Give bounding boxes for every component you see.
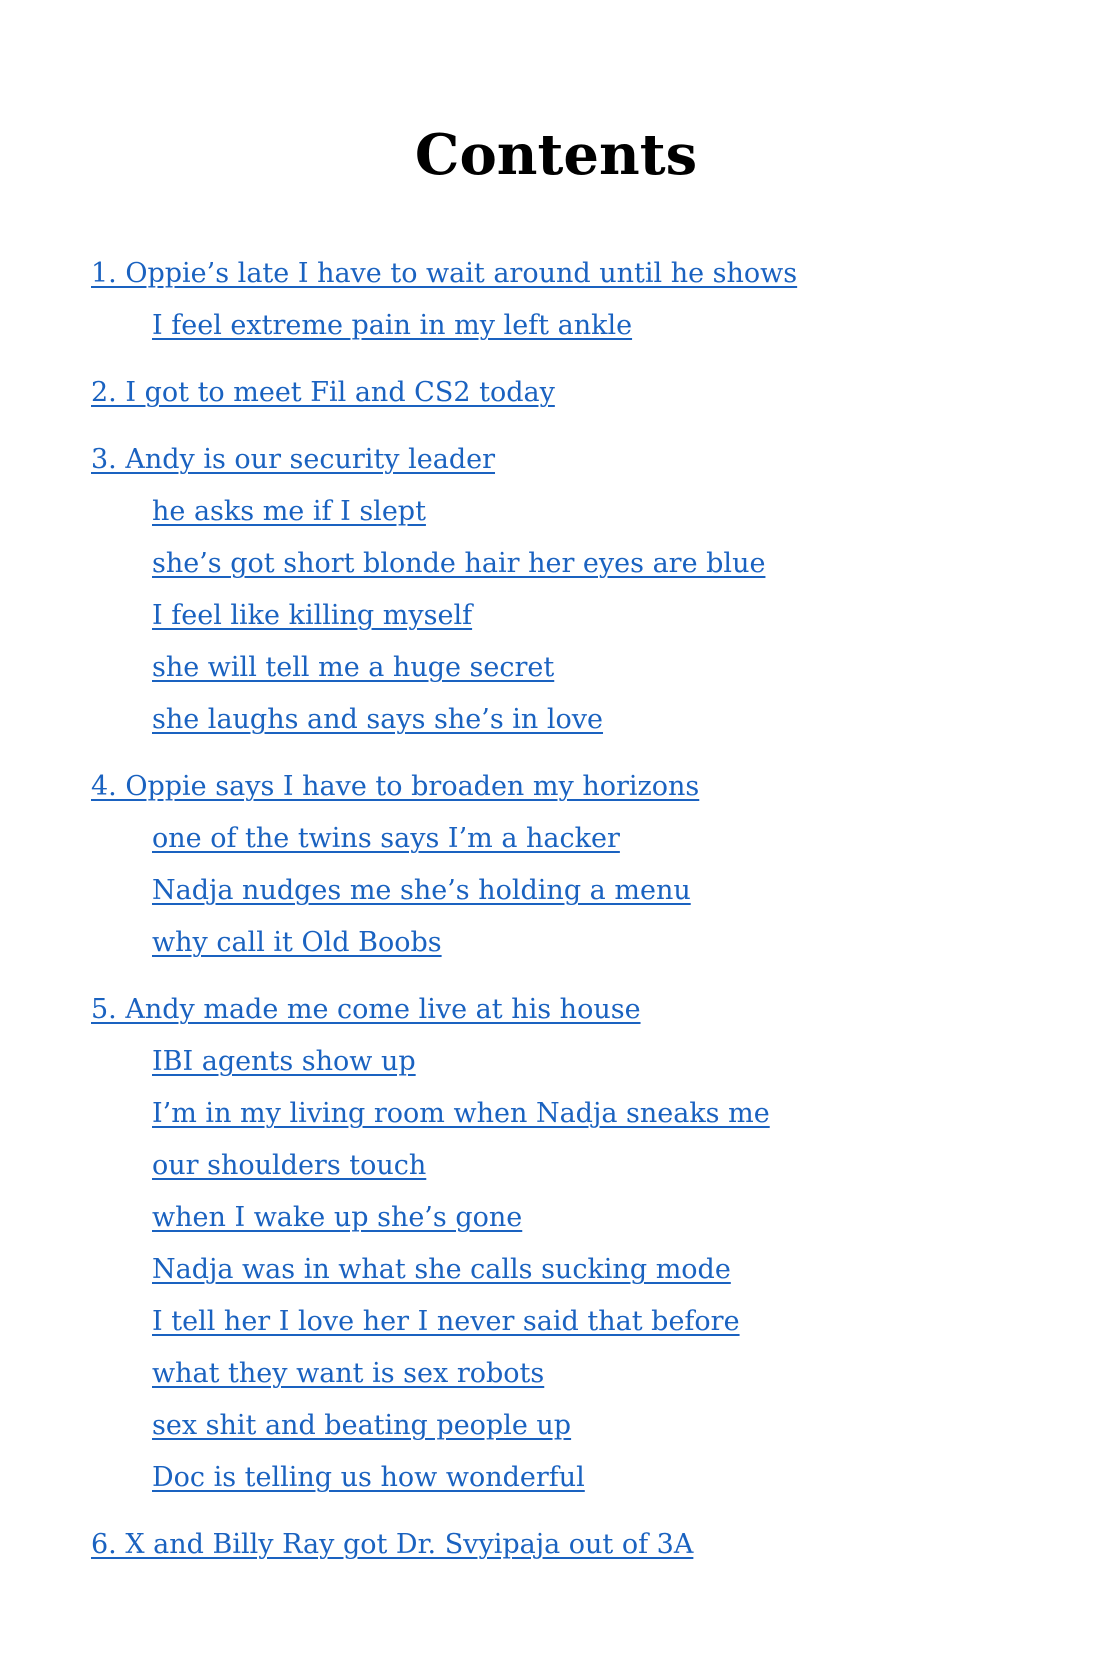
list-item (152, 1088, 1051, 1140)
section-link[interactable]: Doc is telling us how wonderful (152, 1462, 585, 1493)
chapter-link-6[interactable]: 6. X and Billy Ray got Dr. Svyipaja out of 3A (91, 1529, 694, 1560)
section-link[interactable]: our shoulders touch (152, 1150, 427, 1181)
section-link[interactable]: what they want is sex robots (152, 1358, 545, 1389)
page-title: Contents (414, 122, 698, 188)
list-item (152, 1192, 1051, 1244)
toc-chapter-5 (91, 984, 1051, 1504)
table-of-contents (91, 248, 1051, 1577)
list-item (152, 538, 1051, 590)
toc-chapter-6 (91, 1519, 1051, 1571)
chapter-link-1[interactable]: 1. Oppie’s late I have to wait around until he shows (91, 258, 798, 289)
toc-chapter-3 (91, 434, 1051, 746)
section-list-5 (91, 1036, 1051, 1504)
section-link[interactable]: one of the twins says I’m a hacker (152, 823, 620, 854)
list-item (152, 590, 1051, 642)
list-item (152, 1244, 1051, 1296)
chapter-link-5[interactable]: 5. Andy made me come live at his house (91, 994, 641, 1025)
section-link[interactable]: I feel like killing myself (152, 600, 473, 631)
section-link[interactable]: why call it Old Boobs (152, 927, 442, 958)
list-item (152, 1452, 1051, 1504)
section-list-3 (91, 486, 1051, 746)
section-link[interactable]: Nadja nudges me she’s holding a menu (152, 875, 691, 906)
chapter-link-4[interactable]: 4. Oppie says I have to broaden my horizons (91, 771, 700, 802)
chapter-link-2[interactable]: 2. I got to meet Fil and CS2 today (91, 377, 555, 408)
list-item (152, 1296, 1051, 1348)
list-item (152, 486, 1051, 538)
section-link[interactable]: she’s got short blonde hair her eyes are blue (152, 548, 766, 579)
section-link[interactable]: IBI agents show up (152, 1046, 416, 1077)
list-item (152, 1036, 1051, 1088)
section-link[interactable]: Nadja was in what she calls sucking mode (152, 1254, 731, 1285)
list-item (152, 694, 1051, 746)
section-link[interactable]: she will tell me a huge secret (152, 652, 555, 683)
section-link[interactable]: I’m in my living room when Nadja sneaks me (152, 1098, 770, 1129)
list-item (152, 1140, 1051, 1192)
list-item (152, 300, 1051, 352)
list-item (152, 1348, 1051, 1400)
chapter-link-3[interactable]: 3. Andy is our security leader (91, 444, 496, 475)
list-item (152, 813, 1051, 865)
section-link[interactable]: she laughs and says she’s in love (152, 704, 604, 735)
list-item (152, 917, 1051, 969)
section-link[interactable]: sex shit and beating people up (152, 1410, 572, 1441)
section-link[interactable]: I feel extreme pain in my left ankle (152, 310, 633, 341)
list-item (152, 642, 1051, 694)
list-item (152, 865, 1051, 917)
list-item (152, 1400, 1051, 1452)
section-link[interactable]: when I wake up she’s gone (152, 1202, 523, 1233)
section-link[interactable]: he asks me if I slept (152, 496, 426, 527)
toc-chapter-2 (91, 367, 1051, 419)
section-list-4 (91, 813, 1051, 969)
toc-chapter-4 (91, 761, 1051, 969)
section-link[interactable]: I tell her I love her I never said that before (152, 1306, 740, 1337)
toc-chapter-1 (91, 248, 1051, 352)
section-list-1 (91, 300, 1051, 352)
